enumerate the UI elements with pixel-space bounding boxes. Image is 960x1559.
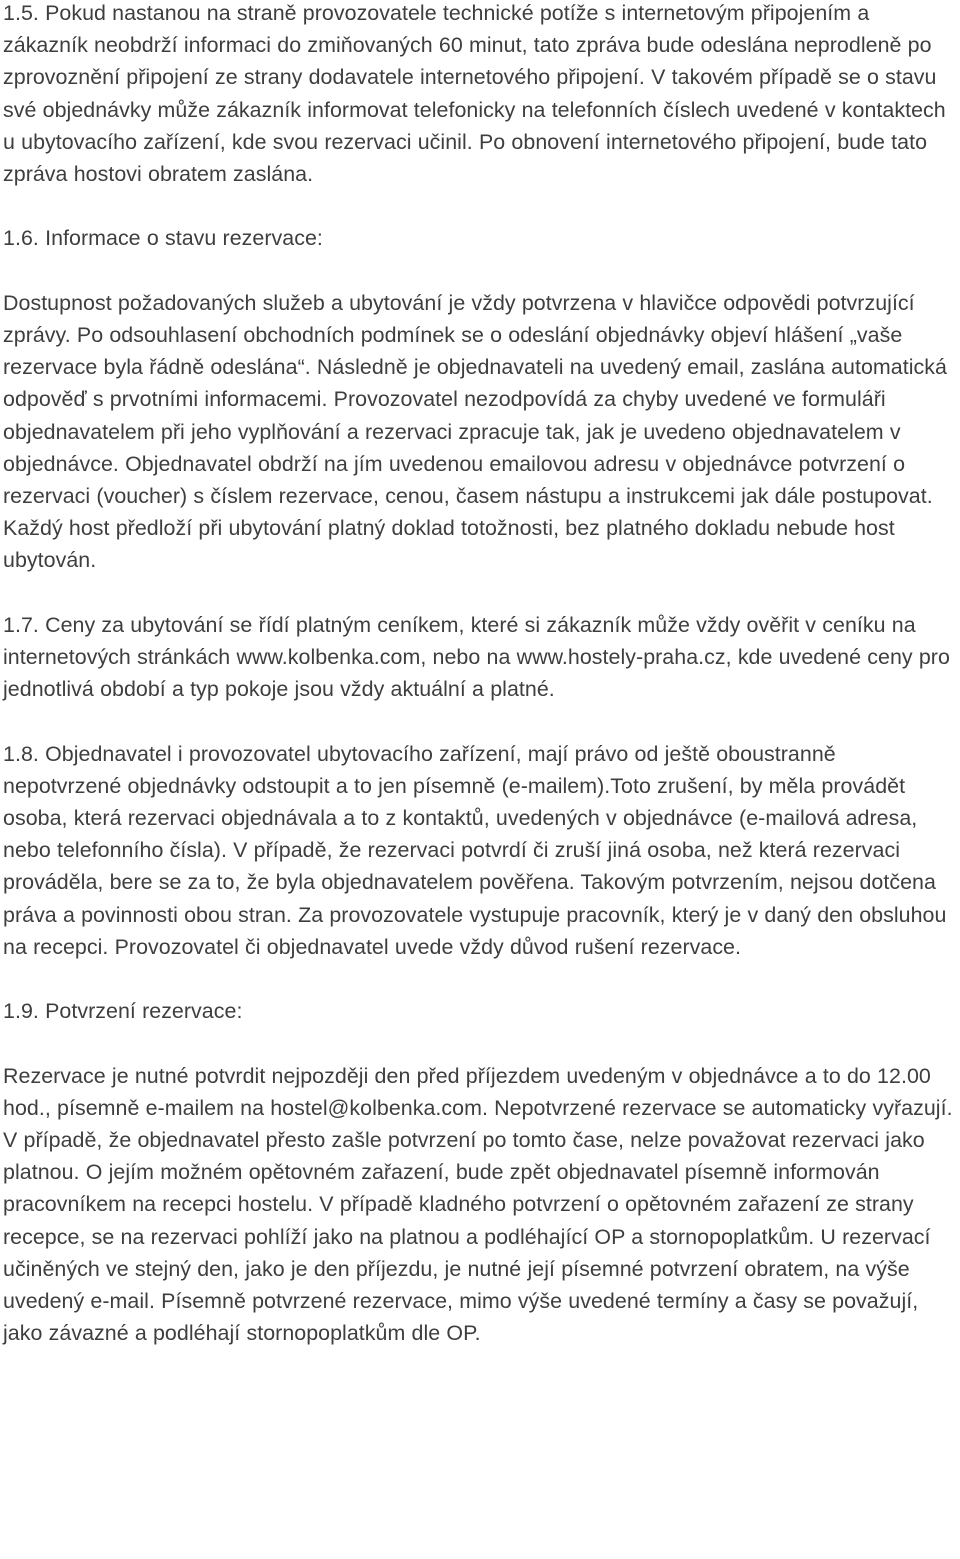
paragraph-1-5: 1.5. Pokud nastanou na straně provozovatele technické potíže s internetovým připojením a zákazník neobdrží informaci do zmiňovaných 60 minut, tato zpráva bude odeslána neprodleně po zprovoznění připojení ze strany dodavatele internetového připojení. V takovém případě se o stavu své objednávky může zákazník informovat telefonicky na telefonních číslech uvedené v kontaktech u ubytovacího zařízení, kde svou rezervaci učinil. Po obnovení internetového připojení, bude tato zpráva hostovi obratem zaslána.: [3, 1, 946, 187]
paragraph-1-8: 1.8. Objednavatel i provozovatel ubytovacího zařízení, mají právo od ještě oboustranně nepotvrzené objednávky odstoupit a to jen písemně (e-mailem).Toto zrušení, by měla provádět osoba, která rezervaci objednávala a to z kontaktů, uvedených v objednávce (e-mailová adresa, nebo telefonního čísla). V případě, že rezervaci potvrdí či zruší jiná osoba, než která rezervaci prováděla, bere se za to, že byla objednavatelem pověřena. Takovým potvrzením, nejsou dotčena práva a povinnosti obou stran. Za provozovatele vystupuje pracovník, který je v daný den obsluhou na recepci. Provozovatel či objednavatel uvede vždy důvod rušení rezervace.: [3, 741, 947, 959]
paragraph-1-9-body: Rezervace je nutné potvrdit nejpozději den před příjezdem uvedeným v objednávce a to do 12.00 hod., písemně e-mailem na hostel@kolbenka.com. Nepotvrzené rezervace se automaticky vyřazují. V případě, že objednavatel přesto zašle potvrzení po tomto čase, nelze považovat rezervaci jako platnou. O jejím možném opětovném zařazení, bude zpět objednavatel písemně informován pracovníkem na recepci hostelu. V případě kladného potvrzení o opětovném zařazení ze strany recepce, se na rezervaci pohlíží jako na platnou a podléhající OP a stornopoplatkům. U rezervací učiněných ve stejný den, jako je den příjezdu, je nutné její písemné potvrzení obratem, na výše uvedený e-mail. Písemně potvrzené rezervace, mimo výše uvedené termíny a časy se považují, jako závazné a podléhají stornopoplatkům dle OP.: [3, 1063, 953, 1346]
document-page: [3, 0, 960, 1349]
section-heading-1-6: 1.6. Informace o stavu rezervace:: [3, 226, 323, 251]
paragraph-1-6-body: Dostupnost požadovaných služeb a ubytování je vždy potvrzena v hlavičce odpovědi potvrzující zprávy. Po odsouhlasení obchodních podmínek se o odeslání objednávky objeví hlášení „vaše rezervace byla řádně odeslána“. Následně je objednavateli na uvedený email, zaslána automatická odpověď s prvotními informacemi. Provozovatel nezodpovídá za chyby uvedené ve formuláři objednavatelem při jeho vyplňování a rezervaci zpracuje tak, jak je uvedeno objednavatelem v objednávce. Objednavatel obdrží na jím uvedenou emailovou adresu v objednávce potvrzení o rezervaci (voucher) s číslem rezervace, cenou, časem nástupu a instrukcemi jak dále postupovat. Každý host předloží při ubytování platný doklad totožnosti, bez platného dokladu nebude host ubytován.: [3, 290, 947, 573]
paragraph-1-7: 1.7. Ceny za ubytování se řídí platným ceníkem, které si zákazník může vždy ověřit v ceníku na internetových stránkách www.kolbenka.com, nebo na www.hostely-praha.cz, kde uvedené ceny pro jednotlivá období a typ pokoje jsou vždy aktuální a platné.: [3, 612, 950, 702]
section-heading-1-9: 1.9. Potvrzení rezervace:: [3, 999, 243, 1024]
